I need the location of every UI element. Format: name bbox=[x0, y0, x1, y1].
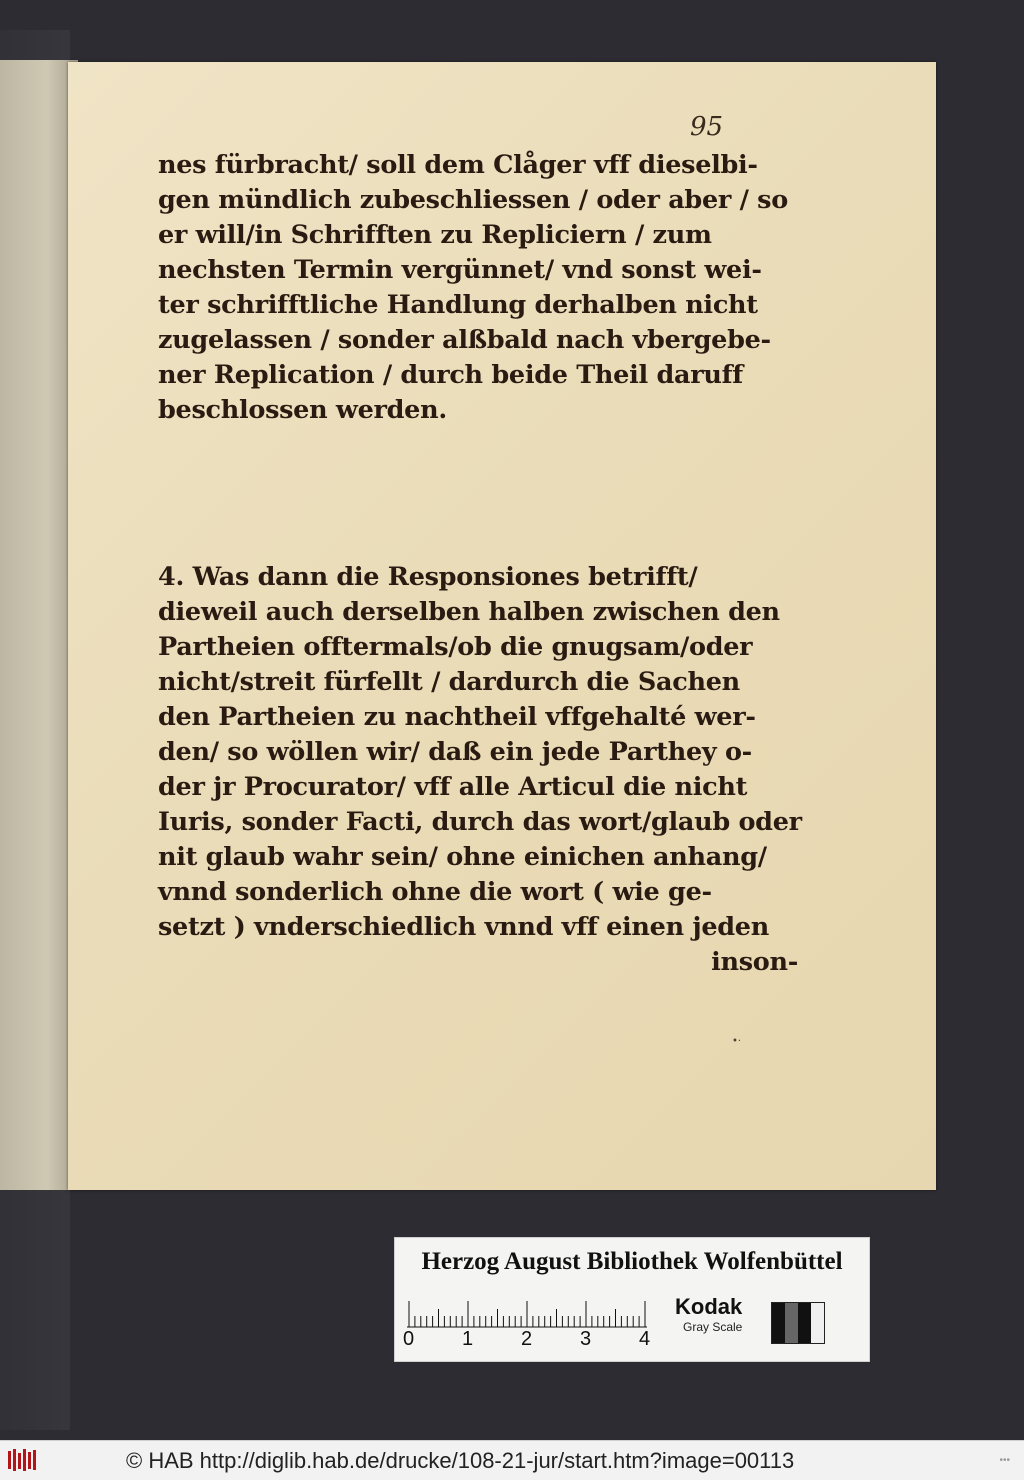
ruler-numbers bbox=[403, 1328, 653, 1354]
page-number: 95 bbox=[690, 112, 724, 142]
kodak-brand: Kodak bbox=[675, 1294, 743, 1319]
source-link[interactable]: © HAB http://diglib.hab.de/drucke/108-21-jur/start.htm?image=00113 bbox=[126, 1448, 795, 1473]
library-label-card bbox=[394, 1237, 870, 1362]
text-line: Iuris, sonder Facti, durch das wort/glaub oder bbox=[158, 807, 802, 837]
ruler-number: 4 bbox=[639, 1328, 651, 1350]
text-line: nechsten Termin vergünnet/ vnd sonst wei- bbox=[158, 255, 762, 285]
swatch-black bbox=[798, 1303, 811, 1343]
text-line: Partheien offtermals/ob die gnugsam/oder bbox=[158, 632, 753, 662]
hab-logo-icon bbox=[8, 1449, 38, 1471]
ruler-number: 2 bbox=[521, 1328, 533, 1350]
text-line: setzt ) vnderschiedlich vnnd vff einen jeden bbox=[158, 912, 769, 942]
text-block-1 bbox=[158, 148, 798, 428]
text-line: zugelassen / sonder alßbald nach vbergebe- bbox=[158, 325, 771, 355]
text-line: gen mündlich zubeschliessen / oder aber / so bbox=[158, 185, 788, 215]
facing-page-edge bbox=[0, 60, 78, 1190]
text-line: nicht/streit fürfellt / dardurch die Sachen bbox=[158, 667, 740, 697]
text-line: den Partheien zu nachtheil vffgehalté wer- bbox=[158, 702, 756, 732]
text-line: ner Replication / durch beide Theil daruff bbox=[158, 360, 743, 390]
library-name: Herzog August Bibliothek Wolfenbüttel bbox=[421, 1248, 843, 1275]
swatch-black bbox=[772, 1303, 785, 1343]
text-line: vnnd sonderlich ohne die wort ( wie ge- bbox=[158, 877, 712, 907]
text-line: nit glaub wahr sein/ ohne einichen anhang/ bbox=[158, 842, 767, 872]
text-line: nes fürbracht/ soll dem Clåger vff dieselbi- bbox=[158, 150, 758, 180]
swatch-gray bbox=[785, 1303, 798, 1343]
ruler-scale bbox=[407, 1294, 647, 1328]
gray-scale-swatches bbox=[771, 1302, 825, 1344]
text-line: 4. Was dann die Responsiones betrifft/ bbox=[158, 562, 698, 592]
text-block-2 bbox=[158, 560, 802, 980]
footer-bar bbox=[0, 1440, 1024, 1480]
book-page bbox=[68, 62, 936, 1190]
text-line: beschlossen werden. bbox=[158, 395, 447, 425]
ruler-number: 0 bbox=[403, 1328, 415, 1350]
text-line: er will/in Schrifften zu Repliciern / zum bbox=[158, 220, 712, 250]
text-line: der jr Procurator/ vff alle Articul die nicht bbox=[158, 772, 748, 802]
text-line: ter schrifftliche Handlung derhalben nicht bbox=[158, 290, 758, 320]
more-icon[interactable]: ••• bbox=[999, 1455, 1010, 1466]
ruler-number: 1 bbox=[462, 1328, 474, 1350]
ink-speck: •· bbox=[732, 1036, 742, 1047]
swatch-white bbox=[811, 1303, 824, 1343]
text-line: den/ so wöllen wir/ daß ein jede Parthey o- bbox=[158, 737, 752, 767]
kodak-subtitle: Gray Scale bbox=[683, 1320, 743, 1334]
text-line: dieweil auch derselben halben zwischen den bbox=[158, 597, 780, 627]
catchword: inson- bbox=[711, 947, 798, 977]
ruler-number: 3 bbox=[580, 1328, 592, 1350]
